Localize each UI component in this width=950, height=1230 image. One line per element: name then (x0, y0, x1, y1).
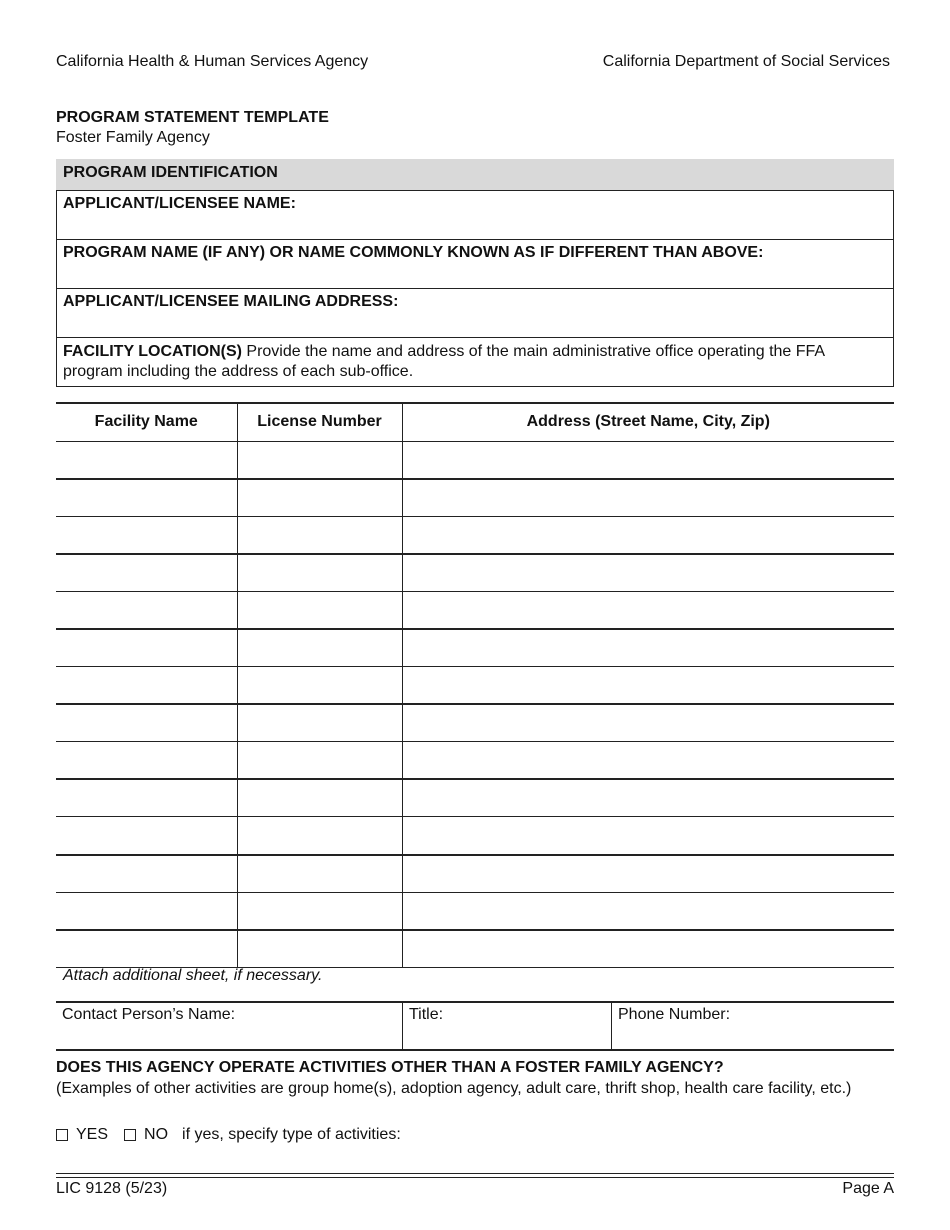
license-number-cell[interactable] (237, 779, 402, 817)
footer-divider (56, 1173, 894, 1178)
contact-name-field[interactable] (56, 1003, 403, 1049)
facility-name-cell[interactable] (56, 667, 237, 705)
form-number: LIC 9128 (5/23) (56, 1180, 168, 1197)
address-cell[interactable] (402, 554, 894, 592)
facility-location-text: Provide the name and address of the main administrative office operating the FFA program including the address of each sub-office. (63, 343, 825, 380)
facility-name-cell[interactable] (56, 892, 237, 930)
table-row (56, 704, 894, 742)
address-cell[interactable] (402, 704, 894, 742)
facility-name-cell[interactable] (56, 591, 237, 629)
applicant-name-field[interactable] (57, 191, 893, 240)
table-row (56, 930, 894, 968)
facility-location-instructions (57, 338, 893, 388)
facility-name-cell[interactable] (56, 930, 237, 968)
column-header-address: Address (Street Name, City, Zip) (402, 403, 894, 441)
license-number-cell[interactable] (237, 479, 402, 517)
column-header-facility-name: Facility Name (56, 403, 237, 441)
table-row (56, 855, 894, 893)
facility-name-cell[interactable] (56, 554, 237, 592)
table-row (56, 591, 894, 629)
form-title: PROGRAM STATEMENT TEMPLATE (56, 109, 329, 126)
yes-label: YES (76, 1126, 109, 1143)
table-row (56, 516, 894, 554)
address-cell[interactable] (402, 516, 894, 554)
address-cell[interactable] (402, 855, 894, 893)
contact-phone-label: Phone Number: (618, 1006, 731, 1023)
facility-name-cell[interactable] (56, 742, 237, 780)
license-number-cell[interactable] (237, 892, 402, 930)
contact-name-label: Contact Person’s Name: (62, 1006, 236, 1023)
address-cell[interactable] (402, 591, 894, 629)
no-option[interactable] (124, 1126, 168, 1144)
agency-name: California Health & Human Services Agency (56, 53, 369, 70)
table-row (56, 629, 894, 667)
license-number-cell[interactable] (237, 704, 402, 742)
specify-activities-label: if yes, specify type of activities: (182, 1126, 401, 1143)
facility-name-cell[interactable] (56, 817, 237, 855)
address-cell[interactable] (402, 930, 894, 968)
facility-name-cell[interactable] (56, 516, 237, 554)
page-number: Page A (842, 1180, 894, 1197)
address-cell[interactable] (402, 479, 894, 517)
contact-title-field[interactable] (403, 1003, 612, 1049)
facility-name-cell[interactable] (56, 629, 237, 667)
contact-phone-field[interactable] (612, 1003, 894, 1049)
facility-table-body (56, 441, 894, 967)
mailing-address-label: APPLICANT/LICENSEE MAILING ADDRESS: (63, 293, 399, 310)
contact-title-label: Title: (409, 1006, 444, 1023)
facility-name-cell[interactable] (56, 479, 237, 517)
table-row (56, 441, 894, 479)
facility-name-cell[interactable] (56, 441, 237, 479)
no-checkbox[interactable] (124, 1129, 136, 1141)
license-number-cell[interactable] (237, 742, 402, 780)
license-number-cell[interactable] (237, 554, 402, 592)
address-cell[interactable] (402, 441, 894, 479)
yes-checkbox[interactable] (56, 1129, 68, 1141)
address-cell[interactable] (402, 892, 894, 930)
facility-location-label: FACILITY LOCATION(S) (63, 343, 242, 360)
address-cell[interactable] (402, 667, 894, 705)
table-row (56, 479, 894, 517)
license-number-cell[interactable] (237, 855, 402, 893)
license-number-cell[interactable] (237, 667, 402, 705)
facility-name-cell[interactable] (56, 704, 237, 742)
license-number-cell[interactable] (237, 516, 402, 554)
table-row (56, 817, 894, 855)
table-row (56, 742, 894, 780)
yes-option[interactable] (56, 1126, 108, 1144)
address-cell[interactable] (402, 742, 894, 780)
section-header-program-identification: PROGRAM IDENTIFICATION (56, 159, 894, 190)
table-row (56, 892, 894, 930)
no-label: NO (144, 1126, 169, 1143)
other-activities-examples: (Examples of other activities are group home(s), adoption agency, adult care, thrift shop, health care facility, etc.) (56, 1080, 852, 1097)
table-row (56, 667, 894, 705)
applicant-name-label: APPLICANT/LICENSEE NAME: (63, 195, 296, 212)
department-name: California Department of Social Services (602, 53, 890, 70)
facility-name-cell[interactable] (56, 779, 237, 817)
column-header-license-number: License Number (237, 403, 402, 441)
program-identification-box (56, 190, 894, 387)
other-activities-options (56, 1126, 401, 1144)
address-cell[interactable] (402, 779, 894, 817)
license-number-cell[interactable] (237, 441, 402, 479)
license-number-cell[interactable] (237, 930, 402, 968)
form-subtitle: Foster Family Agency (56, 129, 210, 146)
attach-note: Attach additional sheet, if necessary. (63, 967, 323, 984)
facility-name-cell[interactable] (56, 855, 237, 893)
facility-table (56, 402, 894, 968)
address-cell[interactable] (402, 629, 894, 667)
program-name-field[interactable] (57, 240, 893, 289)
license-number-cell[interactable] (237, 629, 402, 667)
license-number-cell[interactable] (237, 591, 402, 629)
mailing-address-field[interactable] (57, 289, 893, 338)
other-activities-question: DOES THIS AGENCY OPERATE ACTIVITIES OTHER THAN A FOSTER FAMILY AGENCY? (56, 1059, 724, 1076)
address-cell[interactable] (402, 817, 894, 855)
facility-table-header (56, 403, 894, 441)
program-name-label: PROGRAM NAME (IF ANY) OR NAME COMMONLY KNOWN AS IF DIFFERENT THAN ABOVE: (63, 244, 764, 261)
license-number-cell[interactable] (237, 817, 402, 855)
contact-row (56, 1001, 894, 1051)
table-row (56, 779, 894, 817)
form-page (56, 0, 894, 1230)
table-row (56, 554, 894, 592)
